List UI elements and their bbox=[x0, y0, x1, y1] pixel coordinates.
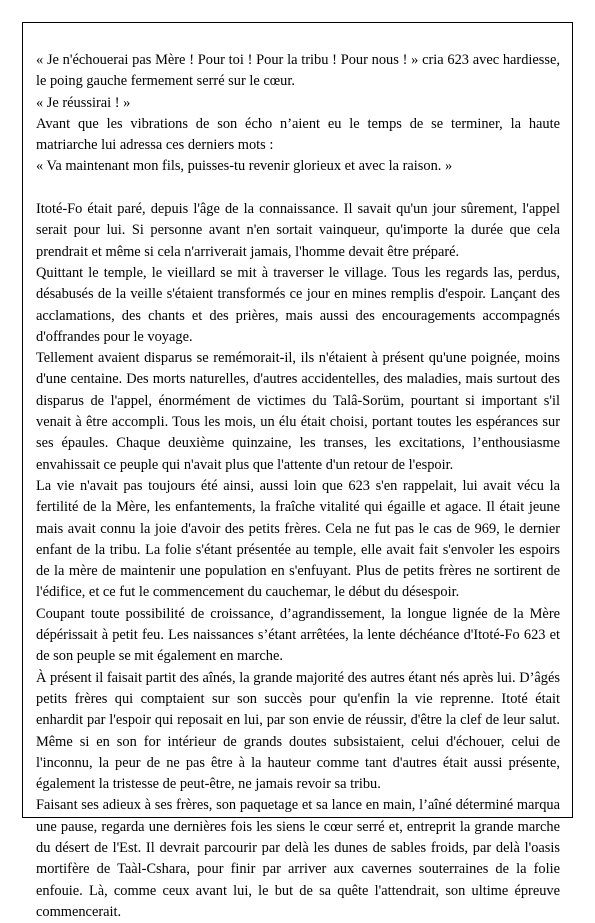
paragraph-departure: Faisant ses adieux à ses frères, son paquetage et sa lance en main, l’aîné déterminé marqua une pause, regarda une dernières fois les siens le cœur serré et, entreprit la grande marche du désert de l'Est. Il devrait parcourir par delà les dunes de sables froids, par delà l'oasis mortifère de Taàl-Cshara, pour finir par arriver aux cavernes souterraines de la folie enfouie. Là, comme ceux avant lui, le but de sa quête l'attendrait, son ultime épreuve commencerait. bbox=[36, 797, 560, 920]
paragraph-life: La vie n'avait pas toujours été ainsi, aussi loin que 623 s'en rappelait, lui avait vécu la fertilité de la Mère, les enfantements, la fraîche vitalité qui égaille et agace. Il était jeune mais avait connu la joie d'avoir des petits frères. Cela ne fut pas le cas de 969, le dernier enfant de la tribu. La folie s'étant présentée au temple, elle avait fait s'envoler les espoirs de la mère de maintenir une population en s'enfuyant. Plus de petits frères ne sortirent de l'édifice, et ce fut le commencement du cauchemar, le début du désespoir. bbox=[36, 477, 560, 601]
paragraph-decline: Coupant toute possibilité de croissance, d’agrandissement, la longue lignée de la Mère dépérissait à petit feu. Les naissances s’étant arrêtées, la lente déchéance d'Itoté-Fo 623 et de son peuple se mit également en marche. bbox=[36, 605, 560, 665]
document-body bbox=[36, 50, 560, 923]
paragraph-village: Quittant le temple, le vieillard se mit à traverser le village. Tous les regards las, perdus, désabusés de la veille s'étaient transformés ce jour en mines remplis d'espoir. Lançant des acclamations, des chants et des prières, mais aussi des encouragements accompagnés d'offrandes pour le voyage. bbox=[36, 264, 560, 345]
paragraph-matriarch: Avant que les vibrations de son écho n’aient eu le temps de se terminer, la haute matriarche lui adressa ces derniers mots : bbox=[36, 115, 560, 154]
blank-line bbox=[36, 178, 560, 199]
paragraph-elders: À présent il faisait partit des aînés, la grande majorité des autres étant nés après lui. D’âgés petits frères qui comptaient sur son succès pour qu'enfin la vie reprenne. Itoté était enhardit par l'espoir qui reposait en lui, par son envie de réussir, d'être la clef de leur salut. Même si en son for intérieur de grands doutes subsistaient, celui d'échouer, celui de l'inconnu, la peur de ne pas être à la hauteur comme tant d'autres était aussi présente, également la tristesse de peut-être, ne jamais revoir sa tribu. bbox=[36, 669, 560, 793]
paragraph-prepared: Itoté-Fo était paré, depuis l'âge de la connaissance. Il savait qu'un jour sûrement, l'appel serait pour lui. Si personne avant n'en sortait vainqueur, qu'importe la durée que cela prendrait et même si cela n'arriverait jamais, l'homme devait être préparé. bbox=[36, 201, 560, 260]
paragraph-disappeared: Tellement avaient disparus se remémorait-il, ils n'étaient à présent qu'une poignée, moins d'une centaine. Des morts naturelles, d'autres accidentelles, des maladies, mais surtout des disparus de l'appel, énormément de victimes du Talâ-Sorüm, pourtant si important s'il venait à être accompli. Tous les mois, un élu était choisi, portant toutes les espérances sur ses épaules. Chaque deuxième quinzaine, les transes, les excitations, l’enthousiasme envahissait ce peuple qui n'avait plus que l'attente d'un retour de l'espoir. bbox=[36, 350, 560, 473]
dialogue-farewell: « Va maintenant mon fils, puisses-tu revenir glorieux et avec la raison. » bbox=[36, 158, 453, 175]
dialogue-cry: « Je n'échouerai pas Mère ! Pour toi ! Pour la tribu ! Pour nous ! » cria 623 avec hardiesse, le poing gauche fermement serré sur le cœur. bbox=[36, 52, 560, 90]
dialogue-promise: « Je réussirai ! » bbox=[36, 94, 131, 111]
